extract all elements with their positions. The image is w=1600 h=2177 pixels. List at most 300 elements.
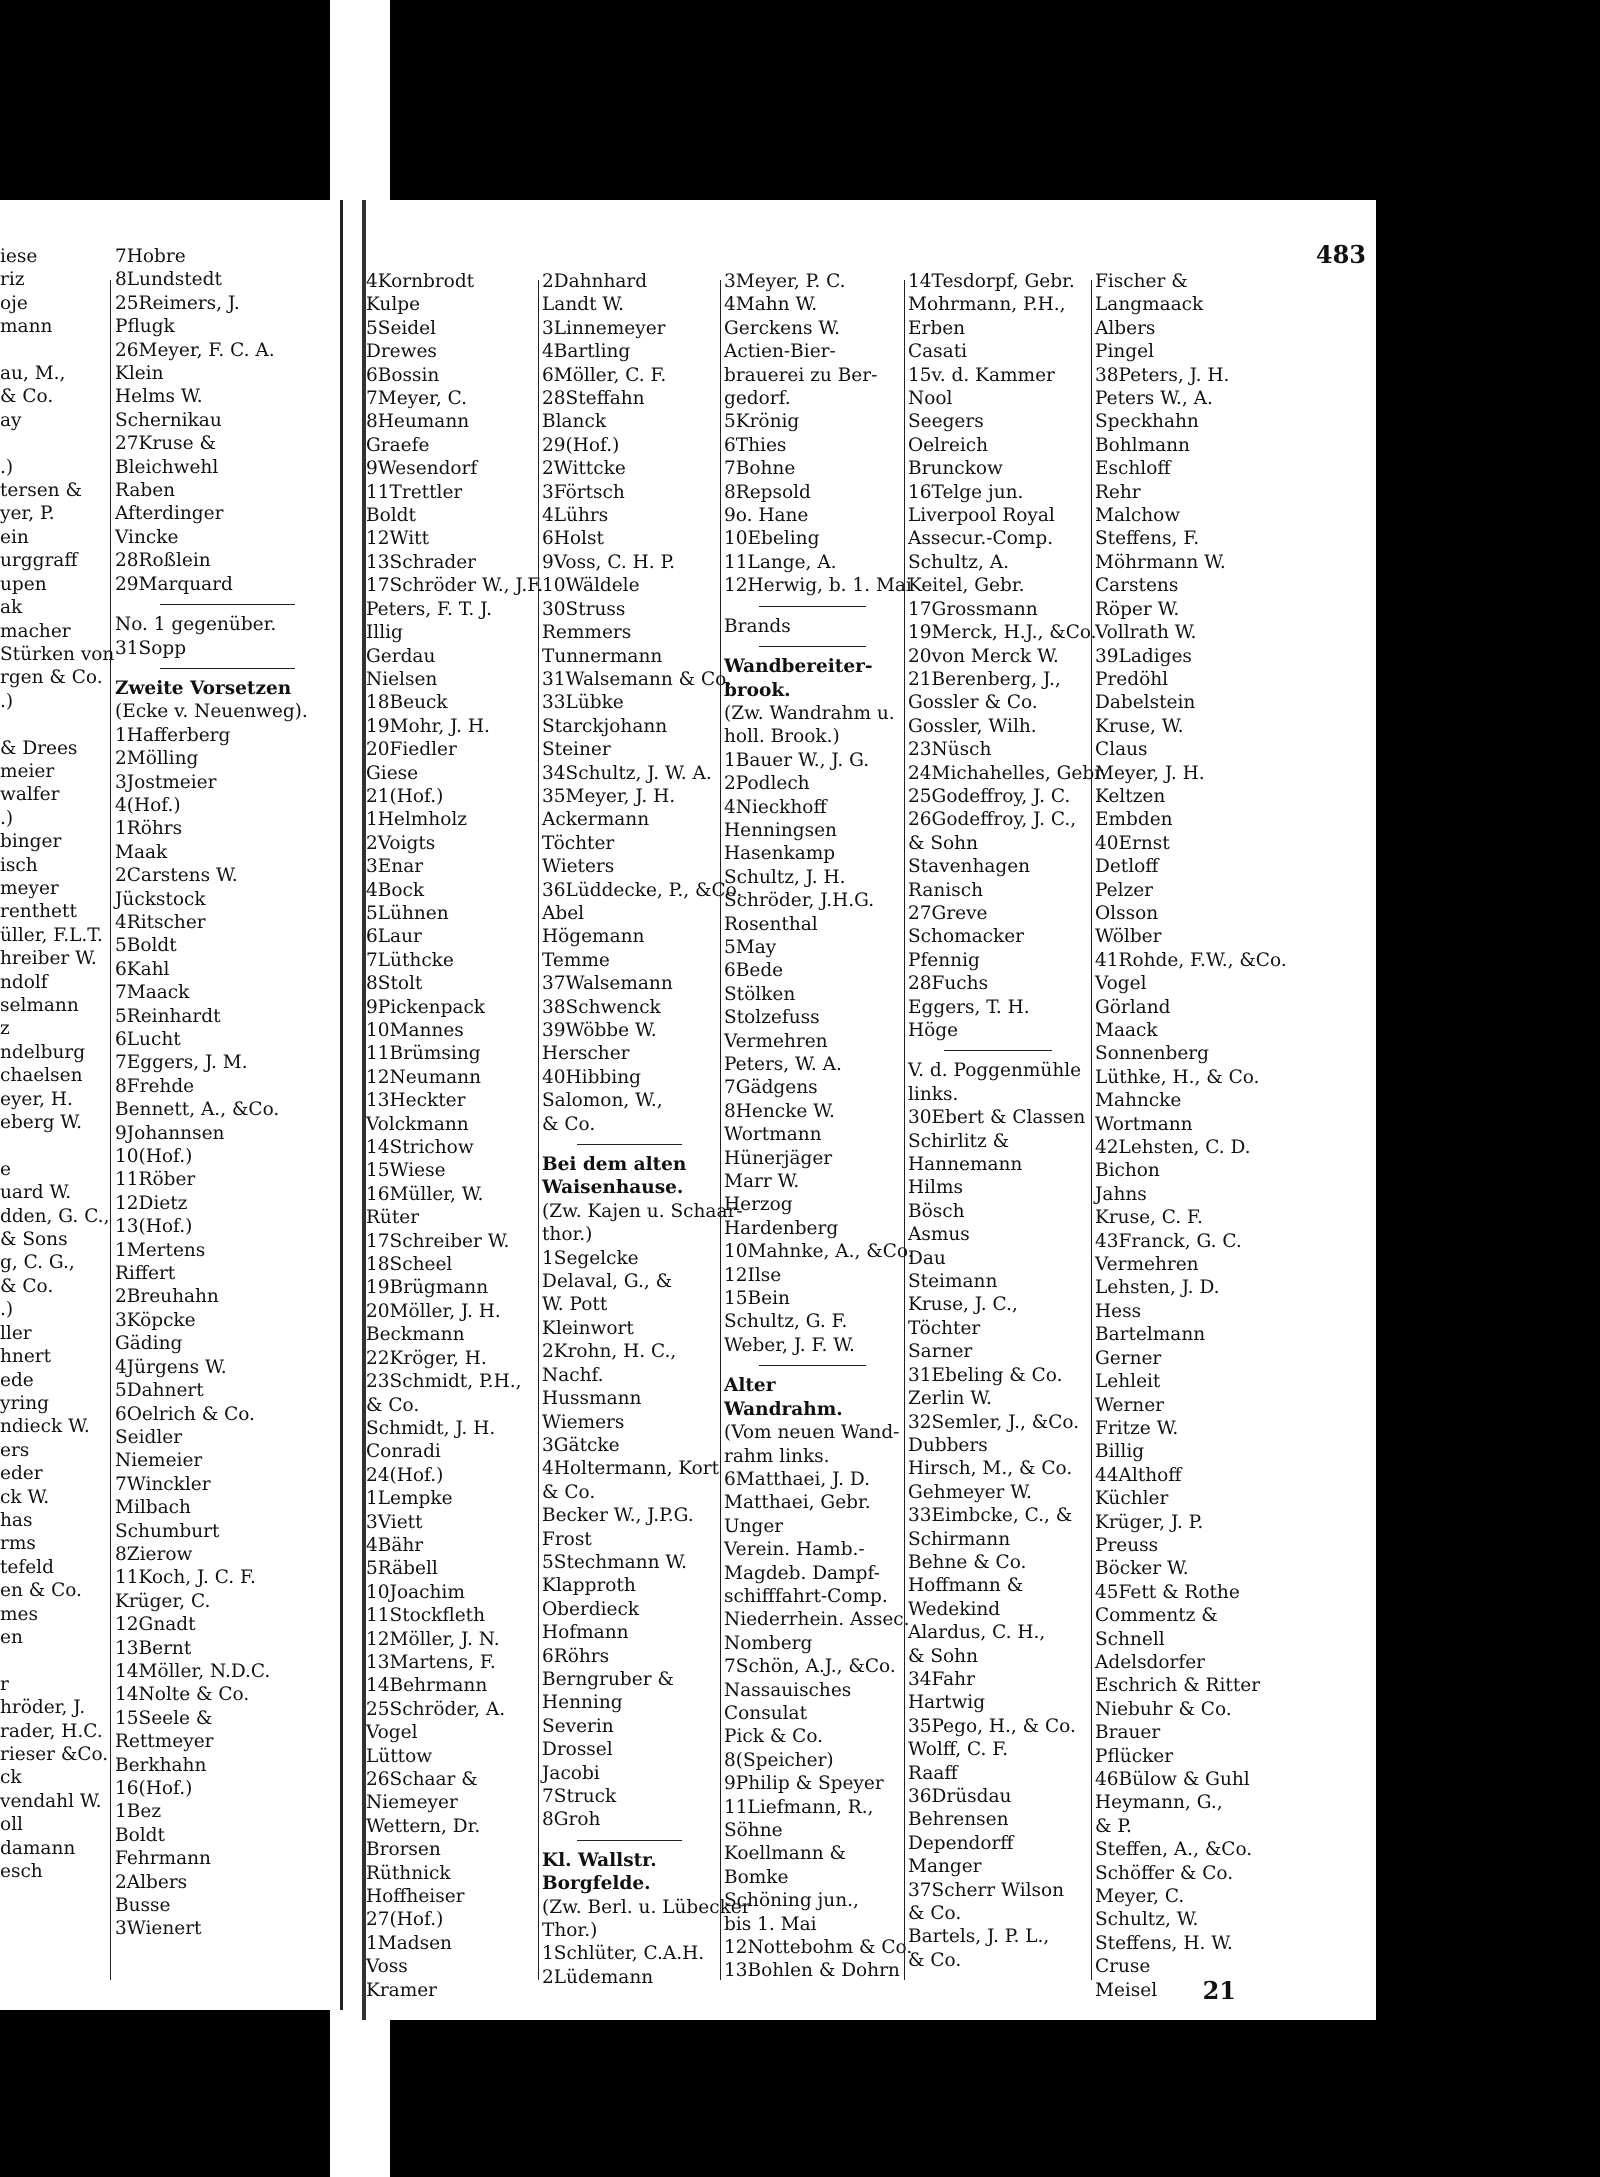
- directory-entry: Illig: [366, 622, 403, 644]
- directory-entry: Oberdieck: [542, 1598, 640, 1620]
- directory-entry: Hasenkamp: [724, 843, 836, 865]
- directory-entry: Wölber: [1095, 926, 1162, 948]
- directory-entry: 4Jürgens W.: [115, 1356, 227, 1378]
- directory-entry: Hardenberg: [724, 1217, 839, 1239]
- directory-entry: meyer: [0, 877, 59, 899]
- directory-entry: Klapproth: [542, 1575, 636, 1597]
- directory-entry: Rüthnick: [366, 1862, 451, 1884]
- directory-entry: Röper W.: [1095, 598, 1180, 620]
- directory-entry: uard W.: [0, 1182, 72, 1204]
- directory-entry: 16Telge jun.: [908, 481, 1024, 503]
- directory-entry: Fritze W.: [1095, 1417, 1179, 1439]
- directory-entry: Salomon, W.,: [542, 1090, 663, 1112]
- directory-entry: Eggers, T. H.: [908, 996, 1030, 1018]
- directory-entry: Busse: [115, 1895, 171, 1917]
- directory-entry: Kulpe: [366, 294, 421, 316]
- directory-entry: isch: [0, 854, 38, 876]
- directory-entry: mann: [0, 316, 53, 338]
- directory-entry: oje: [0, 292, 28, 314]
- directory-entry: hnert: [0, 1346, 52, 1368]
- directory-entry: Helms W.: [115, 386, 203, 408]
- directory-entry: Cruse: [1095, 1956, 1151, 1978]
- directory-entry: Krüger, C.: [115, 1590, 211, 1612]
- directory-entry: Brunckow: [908, 458, 1003, 480]
- directory-entry: Pfennig: [908, 949, 980, 971]
- directory-entry: 5Lühnen: [366, 902, 449, 924]
- directory-entry: Kramer: [366, 1979, 438, 2001]
- directory-entry: Schnell: [1095, 1628, 1165, 1650]
- directory-entry: has: [0, 1509, 33, 1531]
- directory-entry: Koellmann &: [724, 1843, 846, 1865]
- directory-entry: Mohrmann, P.H.,: [908, 294, 1066, 316]
- directory-entry: 7Struck: [542, 1786, 617, 1807]
- directory-entry: riz: [0, 269, 25, 291]
- directory-entry: 27Kruse &: [115, 433, 216, 455]
- directory-entry: ein: [0, 526, 29, 548]
- directory-entry: Erben: [908, 317, 966, 339]
- directory-entry: Vermehren: [724, 1030, 828, 1052]
- directory-entry: Peters, W. A.: [724, 1054, 842, 1075]
- directory-entry: 15Bein: [724, 1288, 790, 1310]
- directory-entry: 24Michahelles, Gebr.: [908, 762, 1107, 784]
- column-divider: [720, 280, 721, 1980]
- directory-entry: 4Bock: [366, 879, 425, 901]
- directory-entry: Meyer, J. H.: [1095, 762, 1205, 784]
- column-divider: [1091, 280, 1092, 1980]
- directory-entry: Hilms: [908, 1177, 964, 1199]
- directory-entry: Graefe: [366, 434, 430, 456]
- directory-entry: 42Lehsten, C. D.: [1095, 1137, 1251, 1159]
- directory-entry: Zerlin W.: [908, 1388, 992, 1410]
- directory-entry: Vogel: [366, 1722, 418, 1744]
- directory-entry: Niemeier: [115, 1450, 203, 1472]
- directory-entry: 5Krönig: [724, 411, 800, 433]
- directory-entry: Oelreich: [908, 434, 989, 456]
- right-column-3: [724, 270, 914, 1983]
- directory-entry: brauerei zu Ber-: [724, 364, 878, 386]
- directory-entry: Blanck: [542, 411, 607, 433]
- right-page: [362, 200, 1376, 2020]
- directory-entry: ller: [0, 1322, 32, 1344]
- directory-entry: Fehrmann: [115, 1848, 211, 1870]
- directory-entry: g, C. G.,: [0, 1252, 75, 1274]
- directory-entry: upen: [0, 573, 47, 595]
- directory-entry: ndolf: [0, 971, 48, 993]
- directory-entry: Schultz, J. H.: [724, 866, 846, 888]
- directory-entry: Actien-Bier-: [724, 341, 836, 363]
- directory-entry: 26Meyer, F. C. A.: [115, 339, 275, 361]
- directory-entry: dden, G. C.,: [0, 1205, 110, 1227]
- directory-entry: 3Meyer, P. C.: [724, 271, 846, 292]
- directory-entry: vendahl W.: [0, 1790, 102, 1812]
- directory-entry: 13Bernt: [115, 1637, 192, 1659]
- directory-entry: Herzog: [724, 1194, 793, 1216]
- directory-entry: rahm links.: [724, 1445, 830, 1467]
- directory-entry: 29Marquard: [115, 573, 233, 595]
- directory-entry: [0, 1134, 108, 1157]
- directory-entry: 4Holtermann, Kort: [542, 1458, 720, 1480]
- directory-entry: 4Mahn W.: [724, 294, 818, 316]
- directory-entry: 32Semler, J., &Co.: [908, 1411, 1080, 1433]
- directory-entry: Lehsten, J. D.: [1095, 1277, 1220, 1299]
- directory-entry: Consulat: [724, 1702, 807, 1724]
- directory-entry: 8Groh: [542, 1809, 601, 1831]
- directory-entry: Niederrhein. Assec.: [724, 1609, 910, 1631]
- directory-entry: üller, F.L.T.: [0, 924, 103, 946]
- directory-entry: 4Nieckhoff: [724, 796, 827, 818]
- directory-entry: Ranisch: [908, 879, 983, 901]
- directory-entry: Meyer, C.: [1095, 1886, 1185, 1908]
- directory-entry: 10Mannes: [366, 1020, 464, 1041]
- directory-entry: 9Johannsen: [115, 1122, 225, 1144]
- directory-entry: 5Seidel: [366, 317, 437, 339]
- directory-entry: 11Stockfleth: [366, 1605, 485, 1627]
- directory-entry: Dependorff: [908, 1832, 1014, 1854]
- directory-entry: 9Philip & Speyer: [724, 1773, 884, 1795]
- section-rule: [759, 646, 865, 647]
- directory-entry: Wieters: [542, 856, 615, 878]
- directory-entry: 6Thies: [724, 434, 787, 456]
- directory-entry: 38Schwenck: [542, 996, 661, 1018]
- directory-entry: 10Wäldele: [542, 575, 640, 597]
- directory-entry: 5Reinhardt: [115, 1005, 221, 1027]
- directory-entry: (Vom neuen Wand-: [724, 1422, 900, 1444]
- directory-entry: 45Fett & Rothe: [1095, 1581, 1240, 1603]
- directory-entry: tersen &: [0, 480, 82, 502]
- directory-entry: Wortmann: [1095, 1113, 1193, 1135]
- directory-entry: Maack: [1095, 1020, 1158, 1041]
- directory-entry: Keltzen: [1095, 785, 1166, 807]
- directory-entry: 5May: [724, 936, 777, 958]
- directory-entry: Zweite Vorsetzen: [115, 677, 292, 699]
- directory-entry: 1Lempke: [366, 1488, 453, 1510]
- directory-entry: 37Walsemann: [542, 973, 673, 995]
- directory-entry: brook.: [724, 679, 791, 701]
- directory-entry: links.: [908, 1083, 959, 1105]
- directory-entry: Becker W., J.P.G.: [542, 1505, 694, 1527]
- directory-entry: 44Althoff: [1095, 1464, 1182, 1486]
- directory-entry: gedorf.: [724, 388, 791, 410]
- directory-entry: Billig: [1095, 1441, 1145, 1463]
- directory-entry: Vogel: [1095, 973, 1147, 995]
- directory-entry: ck: [0, 1767, 22, 1789]
- directory-entry: Söhne: [724, 1820, 783, 1841]
- directory-entry: 19Merck, H.J., &Co.: [908, 622, 1097, 644]
- directory-entry: 12Neumann: [366, 1066, 481, 1088]
- directory-entry: Keitel, Gebr.: [908, 575, 1025, 597]
- directory-entry: 1Helmholz: [366, 809, 468, 831]
- directory-entry: 2Mölling: [115, 748, 199, 770]
- directory-entry: Milbach: [115, 1497, 191, 1519]
- directory-entry: Wolff, C. F.: [908, 1739, 1009, 1761]
- directory-entry: Olsson: [1095, 902, 1159, 924]
- section-rule: [160, 668, 295, 669]
- spine-binding-top: [675, 0, 707, 110]
- directory-entry: 9Wesendorf: [366, 458, 478, 480]
- directory-entry: 11Koch, J. C. F.: [115, 1567, 256, 1589]
- directory-entry: 28Fuchs: [908, 973, 989, 995]
- directory-entry: hröder, J.: [0, 1697, 86, 1719]
- directory-entry: 11Liefmann, R.,: [724, 1796, 874, 1818]
- directory-entry: Schomacker: [908, 926, 1025, 948]
- directory-entry: Görland: [1095, 996, 1171, 1018]
- section-rule: [577, 1840, 682, 1841]
- directory-entry: yer, P.: [0, 503, 55, 525]
- directory-entry: 26Godeffroy, J. C.,: [908, 809, 1077, 831]
- directory-entry: Gäding: [115, 1333, 183, 1355]
- directory-entry: Behne & Co.: [908, 1551, 1027, 1573]
- directory-entry: 25Schröder, A.: [366, 1698, 506, 1720]
- section-rule: [944, 1050, 1052, 1051]
- left-column-2: [115, 245, 340, 1941]
- directory-entry: Henningsen: [724, 819, 837, 841]
- directory-entry: 33Lübke: [542, 692, 624, 714]
- directory-entry: 3Köpcke: [115, 1309, 196, 1331]
- directory-entry: Steffen, A., &Co.: [1095, 1839, 1253, 1861]
- directory-entry: 21Berenberg, J.,: [908, 668, 1061, 690]
- directory-entry: 13Heckter: [366, 1090, 466, 1112]
- directory-entry: & Sohn: [908, 1645, 978, 1667]
- directory-entry: 12Möller, J. N.: [366, 1628, 500, 1650]
- directory-entry: 7Meyer, C.: [366, 388, 468, 410]
- directory-entry: Albers: [1095, 317, 1156, 339]
- directory-entry: Peters W., A.: [1095, 388, 1213, 410]
- directory-entry: 46Bülow & Guhl: [1095, 1769, 1250, 1790]
- directory-entry: 1Bez: [115, 1801, 162, 1823]
- directory-entry: Commentz &: [1095, 1605, 1218, 1627]
- directory-entry: ak: [0, 597, 23, 619]
- directory-entry: Eschrich & Ritter: [1095, 1675, 1261, 1697]
- directory-entry: 3Gätcke: [542, 1434, 620, 1456]
- directory-entry: iese: [0, 246, 38, 267]
- directory-entry: Berngruber &: [542, 1668, 674, 1690]
- directory-entry: 9o. Hane: [724, 505, 809, 527]
- directory-entry: ay: [0, 409, 22, 431]
- directory-entry: 11Trettler: [366, 481, 463, 503]
- directory-entry: 26Schaar &: [366, 1769, 478, 1790]
- directory-entry: Krüger, J. P.: [1095, 1511, 1204, 1533]
- directory-entry: 16Müller, W.: [366, 1183, 484, 1205]
- right-column-4: [908, 270, 1107, 1972]
- directory-entry: Brands: [724, 615, 791, 637]
- directory-entry: 3Wienert: [115, 1918, 202, 1940]
- directory-entry: Wiemers: [542, 1411, 625, 1433]
- directory-entry: Töchter: [908, 1317, 981, 1339]
- directory-entry: Weber, J. F. W.: [724, 1334, 855, 1356]
- directory-entry: Jahns: [1095, 1183, 1147, 1205]
- directory-entry: Hannemann: [908, 1154, 1023, 1176]
- directory-entry: mes: [0, 1603, 38, 1625]
- directory-entry: Wettern, Dr.: [366, 1815, 481, 1837]
- directory-entry: 8Hencke W.: [724, 1100, 835, 1122]
- directory-entry: 8Frehde: [115, 1075, 195, 1097]
- directory-entry: Peters, F. T. J.: [366, 598, 493, 620]
- directory-entry: Rüter: [366, 1207, 420, 1229]
- directory-entry: (Zw. Berl. u. Lübecker: [542, 1896, 751, 1918]
- directory-entry: Conradi: [366, 1441, 441, 1463]
- directory-entry: 12Witt: [366, 528, 430, 550]
- directory-entry: Bösch: [908, 1200, 965, 1222]
- directory-entry: Gehmeyer W.: [908, 1481, 1032, 1503]
- directory-entry: Kruse, J. C.,: [908, 1294, 1018, 1316]
- directory-entry: Abel: [542, 902, 585, 924]
- directory-entry: Claus: [1095, 739, 1148, 761]
- directory-entry: en & Co.: [0, 1580, 82, 1602]
- directory-entry: Bennett, A., &Co.: [115, 1099, 280, 1121]
- directory-entry: Niebuhr & Co.: [1095, 1698, 1232, 1720]
- directory-entry: z: [0, 1018, 10, 1040]
- section-rule: [160, 604, 295, 605]
- directory-entry: Temme: [542, 949, 610, 971]
- directory-entry: 7Maack: [115, 982, 190, 1004]
- directory-entry: Kruse, C. F.: [1095, 1207, 1203, 1229]
- directory-entry: meier: [0, 760, 55, 782]
- directory-entry: 23Nüsch: [908, 739, 992, 761]
- directory-entry: Gossler, Wilh.: [908, 715, 1037, 737]
- directory-entry: 1Hafferberg: [115, 724, 231, 746]
- directory-entry: 20von Merck W.: [908, 645, 1059, 667]
- directory-entry: 1Röhrs: [115, 818, 183, 840]
- directory-entry: 3Viett: [366, 1511, 423, 1533]
- directory-entry: Ackermann: [542, 809, 650, 831]
- directory-entry: 31Sopp: [115, 637, 187, 659]
- directory-entry: Afterdinger: [115, 503, 224, 525]
- directory-entry: 8(Speicher): [724, 1749, 834, 1771]
- directory-entry: Pick & Co.: [724, 1726, 824, 1748]
- right-column-5: [1095, 270, 1287, 2002]
- directory-entry: Matthaei, Gebr.: [724, 1492, 871, 1514]
- directory-entry: Giese: [366, 762, 419, 784]
- directory-entry: Drewes: [366, 341, 437, 363]
- directory-entry: 6Bede: [724, 960, 784, 982]
- directory-entry: Lüthke, H., & Co.: [1095, 1066, 1260, 1088]
- directory-entry: 5Räbell: [366, 1558, 438, 1580]
- directory-entry: 6Holst: [542, 528, 604, 550]
- directory-entry: Rettmeyer: [115, 1731, 214, 1753]
- directory-entry: rms: [0, 1533, 36, 1555]
- directory-entry: Schirmann: [908, 1528, 1011, 1550]
- directory-entry: 33Eimbcke, C., &: [908, 1505, 1073, 1527]
- directory-entry: Dau: [908, 1247, 946, 1269]
- left-column-1: [0, 245, 115, 1883]
- left-page: [0, 200, 343, 2010]
- directory-entry: 2Podlech: [724, 773, 810, 795]
- directory-entry: 7Winckler: [115, 1473, 211, 1495]
- directory-entry: 18Scheel: [366, 1254, 453, 1276]
- directory-entry: 1Mertens: [115, 1239, 206, 1261]
- directory-entry: e: [0, 1158, 11, 1180]
- directory-entry: Borgfelde.: [542, 1873, 651, 1895]
- directory-entry: Vermehren: [1095, 1254, 1199, 1276]
- directory-entry: Frost: [542, 1528, 592, 1550]
- directory-entry: damann: [0, 1837, 76, 1859]
- directory-entry: Sonnenberg: [1095, 1043, 1209, 1065]
- directory-entry: & Sons: [0, 1229, 68, 1251]
- directory-entry: ck W.: [0, 1486, 50, 1508]
- directory-entry: Wedekind: [908, 1598, 1001, 1620]
- directory-entry: Rosenthal: [724, 913, 818, 935]
- directory-entry: 6Oelrich & Co.: [115, 1403, 255, 1425]
- directory-entry: (Zw. Kajen u. Schaar-: [542, 1200, 743, 1222]
- directory-entry: 12Ilse: [724, 1264, 782, 1286]
- directory-entry: Schultz, A.: [908, 551, 1009, 573]
- directory-entry: Bohlmann: [1095, 434, 1190, 456]
- directory-entry: rgen & Co.: [0, 667, 103, 689]
- directory-entry: bis 1. Mai: [724, 1913, 817, 1935]
- section-rule: [577, 1144, 682, 1145]
- directory-entry: 10Joachim: [366, 1581, 465, 1603]
- directory-entry: binger: [0, 831, 62, 853]
- directory-entry: Berkhahn: [115, 1754, 207, 1776]
- directory-entry: 7Schön, A.J., &Co.: [724, 1656, 896, 1678]
- directory-entry: 35Meyer, J. H.: [542, 785, 676, 807]
- directory-entry: 13(Hof.): [115, 1216, 193, 1238]
- directory-entry: 17Grossmann: [908, 598, 1038, 620]
- directory-entry: Brauer: [1095, 1722, 1161, 1744]
- directory-entry: Klein: [115, 363, 164, 385]
- directory-entry: Gerckens W.: [724, 317, 841, 339]
- directory-entry: Hofmann: [542, 1622, 629, 1644]
- directory-entry: 39Wöbbe W.: [542, 1020, 657, 1041]
- directory-entry: 39Ladiges: [1095, 645, 1192, 667]
- directory-entry: 14Strichow: [366, 1137, 474, 1159]
- directory-entry: Rehr: [1095, 481, 1141, 503]
- directory-entry: Bomke: [724, 1866, 789, 1888]
- directory-entry: Landt W.: [542, 294, 625, 316]
- directory-entry: eberg W.: [0, 1112, 82, 1134]
- directory-entry: Nassauisches: [724, 1679, 852, 1701]
- directory-entry: & Co.: [0, 1275, 54, 1297]
- directory-entry: Lehleit: [1095, 1371, 1161, 1393]
- directory-entry: Casati: [908, 341, 968, 363]
- directory-entry: 12Herwig, b. 1. Mai: [724, 575, 912, 597]
- directory-entry: 8Repsold: [724, 481, 811, 503]
- directory-entry: 6Möller, C. F.: [542, 364, 667, 386]
- directory-entry: (Zw. Wandrahm u.: [724, 702, 895, 724]
- directory-entry: 5Boldt: [115, 935, 177, 957]
- directory-entry: 15Wiese: [366, 1160, 446, 1182]
- directory-entry: 13Martens, F.: [366, 1651, 496, 1673]
- directory-entry: Werner: [1095, 1394, 1165, 1416]
- directory-entry: 2Wittcke: [542, 458, 626, 480]
- directory-entry: Bichon: [1095, 1160, 1160, 1182]
- directory-entry: 30Struss: [542, 598, 626, 620]
- directory-entry: Pflugk: [115, 316, 175, 338]
- directory-entry: Preuss: [1095, 1534, 1159, 1556]
- directory-entry: Töchter: [542, 832, 615, 854]
- directory-entry: Gerdau: [366, 645, 436, 667]
- directory-entry: rader, H.C.: [0, 1720, 103, 1742]
- directory-entry: W. Pott: [542, 1294, 608, 1316]
- directory-entry: thor.): [542, 1224, 593, 1246]
- directory-entry: Embden: [1095, 809, 1173, 831]
- section-rule: [759, 606, 865, 607]
- spine-binding-bottom: [675, 2010, 707, 2177]
- directory-entry: Pflücker: [1095, 1745, 1174, 1767]
- directory-entry: 27(Hof.): [366, 1909, 444, 1931]
- directory-entry: 1Bauer W., J. G.: [724, 749, 870, 771]
- directory-entry: Kleinwort: [542, 1317, 634, 1339]
- right-column-1: [366, 270, 544, 2002]
- directory-entry: 27Greve: [908, 902, 988, 924]
- directory-entry: urggraff: [0, 550, 78, 572]
- directory-entry: 38Peters, J. H.: [1095, 364, 1230, 386]
- directory-entry: Boldt: [366, 505, 416, 527]
- directory-entry: Jückstock: [115, 888, 206, 910]
- directory-entry: Riffert: [115, 1263, 176, 1285]
- directory-entry: 41Rohde, F.W., &Co.: [1095, 949, 1287, 971]
- directory-entry: 8Lundstedt: [115, 269, 222, 291]
